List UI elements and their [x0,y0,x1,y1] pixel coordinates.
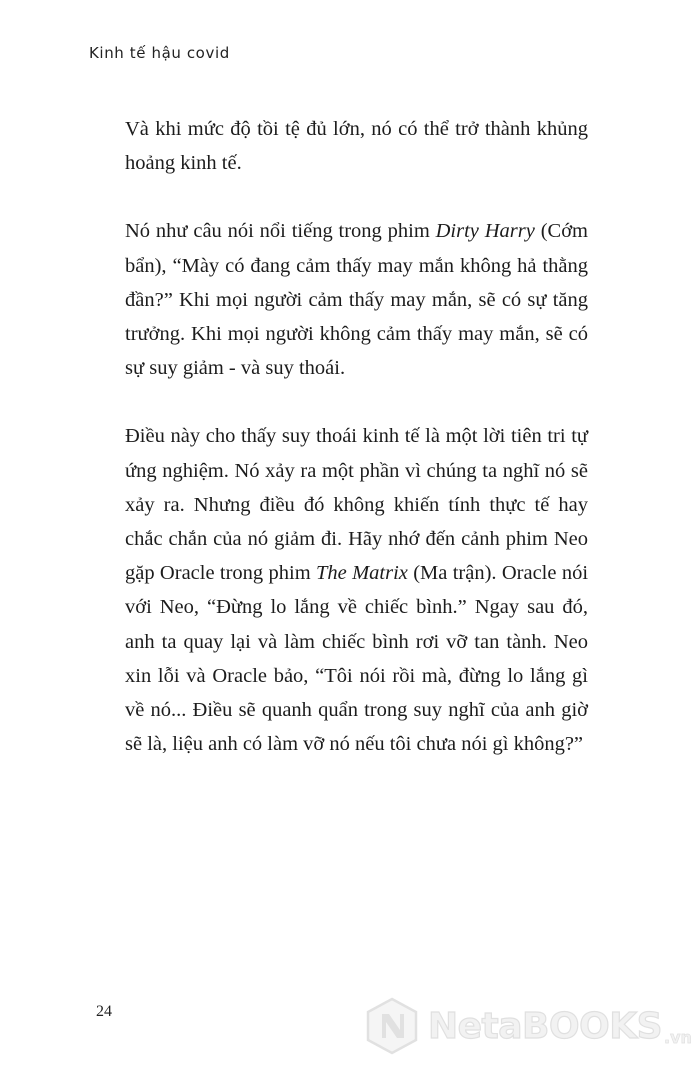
paragraph-1: Và khi mức độ tồi tệ đủ lớn, nó có thể trở thành khủng hoảng kinh tế. [125,118,588,175]
paragraph-3-text-b: (Ma trận). Oracle nói với Neo, “Đừng lo lắng về chiếc bình.” Ngay sau đó, anh ta quay lại và làm chiếc bình rơi vỡ tan tành. Neo xin lỗi và Oracle bảo, “Tôi nói rồi mà, đừng lo lắng gì về nó... Điều sẽ quanh quẩn trong suy nghĩ của anh giờ sẽ là, liệu anh có làm vỡ nó nếu tôi chưa nói gì không?” [125,562,589,756]
paragraph-2 [125,214,588,385]
netabooks-logo-icon [362,996,422,1056]
film-title-dirty-harry: Dirty Harry [435,220,535,243]
paragraph-2-text-b: (Cớm bẩn), “Mày có đang cảm thấy may mắn không hả thằng đần?” Khi mọi người cảm thấy may mắn, sẽ có sự tăng trưởng. Khi mọi người không cảm thấy may mắn, sẽ có sự suy giảm - và suy thoái. [125,220,588,380]
page-number: 24 [96,1003,112,1020]
paragraph-3 [125,419,588,761]
film-title-the-matrix: The Matrix [315,562,408,585]
paragraph-2-text-a: Nó như câu nói nổi tiếng trong phim [125,220,436,243]
watermark-suffix: .vn [664,1028,692,1047]
watermark-brand: NetaBOOKS [428,1005,663,1047]
watermark [362,989,692,1063]
page-body [125,112,588,795]
running-header: Kinh tế hậu covid [89,44,230,62]
paragraph-3-text-a: Điều này cho thấy suy thoái kinh tế là một lời tiên tri tự ứng nghiệm. Nó xảy ra một phần vì chúng ta nghĩ nó sẽ xảy ra. Nhưng điều đó không khiến tính thực tế hay chắc chắn của nó giảm đi. Hãy nhớ đến cảnh phim Neo gặp Oracle trong phim [125,425,588,585]
